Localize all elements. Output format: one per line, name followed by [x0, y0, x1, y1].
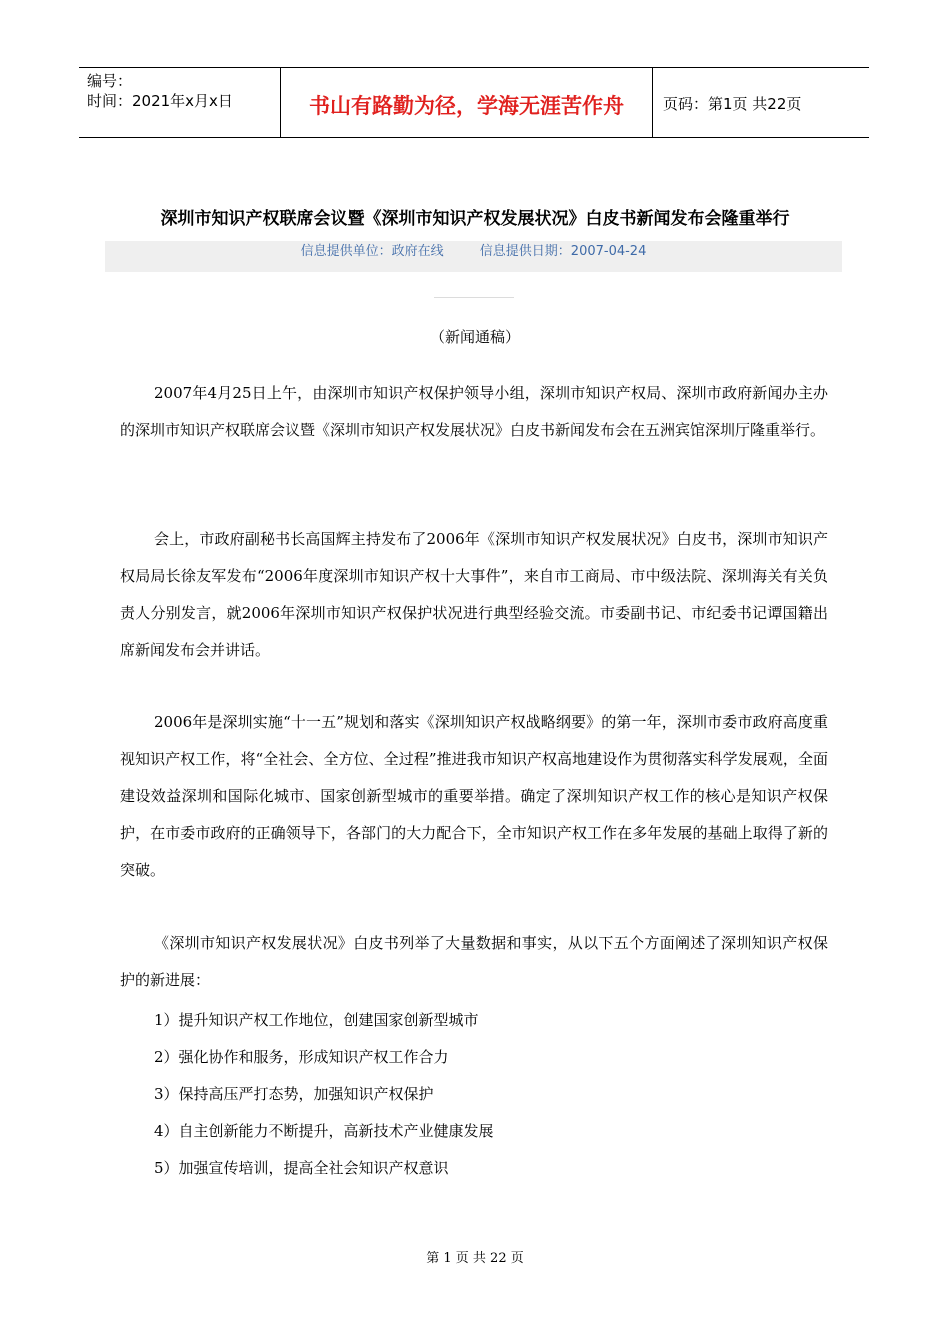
header-meta [79, 68, 281, 137]
list-item-5: 5）加强宣传培训，提高全社会知识产权意识 [154, 1159, 449, 1177]
paragraph-2: 会上，市政府副秘书长高国辉主持发布了2006年《深圳市知识产权发展状况》白皮书，深圳市知识产权局局长徐友军发布“2006年度深圳市知识产权十大事件”，来自市工商局、市中级法院、深圳海关有关负责人分别发言，就2006年深圳市知识产权保护状况进行典型经验交流。市委副书记、市纪委书记谭国籍出席新闻发布会并讲话。 [120, 530, 828, 659]
info-date: 信息提供日期：2007-04-24 [479, 244, 647, 259]
info-bar [105, 241, 842, 272]
page-footer: 第 1 页 共 22 页 [426, 1251, 524, 1266]
header-page-info: 页码：第1页 共22页 [663, 95, 802, 113]
paragraph-1: 2007年4月25日上午，由深圳市知识产权保护领导小组，深圳市知识产权局、深圳市政府新闻办主办的深圳市知识产权联席会议暨《深圳市知识产权发展状况》白皮书新闻发布会在五洲宾馆深圳厅隆重举行。 [120, 384, 828, 439]
list-item-4: 4）自主创新能力不断提升，高新技术产业健康发展 [154, 1122, 494, 1140]
info-unit: 信息提供单位：政府在线 [300, 244, 444, 259]
paragraph-3: 2006年是深圳实施“十一五”规划和落实《深圳知识产权战略纲要》的第一年，深圳市委市政府高度重视知识产权工作，将“全社会、全方位、全过程”推进我市知识产权高地建设作为贯彻落实科学发展观，全面建设效益深圳和国际化城市、国家创新型城市的重要举措。确定了深圳知识产权工作的核心是知识产权保护，在市委市政府的正确领导下，各部门的大力配合下，全市知识产权工作在多年发展的基础上取得了新的突破。 [120, 713, 828, 879]
article-subtitle: （新闻通稿） [429, 328, 520, 346]
separator [434, 297, 514, 298]
time-label: 时间：2021年x月x日 [87, 92, 233, 110]
list-item-1: 1）提升知识产权工作地位，创建国家创新型城市 [154, 1011, 479, 1029]
paragraph-4: 《深圳市知识产权发展状况》白皮书列举了大量数据和事实，从以下五个方面阐述了深圳知识产权保护的新进展： [120, 934, 828, 989]
list-item-2: 2）强化协作和服务，形成知识产权工作合力 [154, 1048, 449, 1066]
header-motto: 书山有路勤为径，学海无涯苦作舟 [281, 68, 653, 137]
document-header [79, 67, 869, 138]
number-label: 编号： [87, 72, 133, 90]
article-title: 深圳市知识产权联席会议暨《深圳市知识产权发展状况》白皮书新闻发布会隆重举行 [160, 209, 790, 229]
list-item-3: 3）保持高压严打态势，加强知识产权保护 [154, 1085, 434, 1103]
